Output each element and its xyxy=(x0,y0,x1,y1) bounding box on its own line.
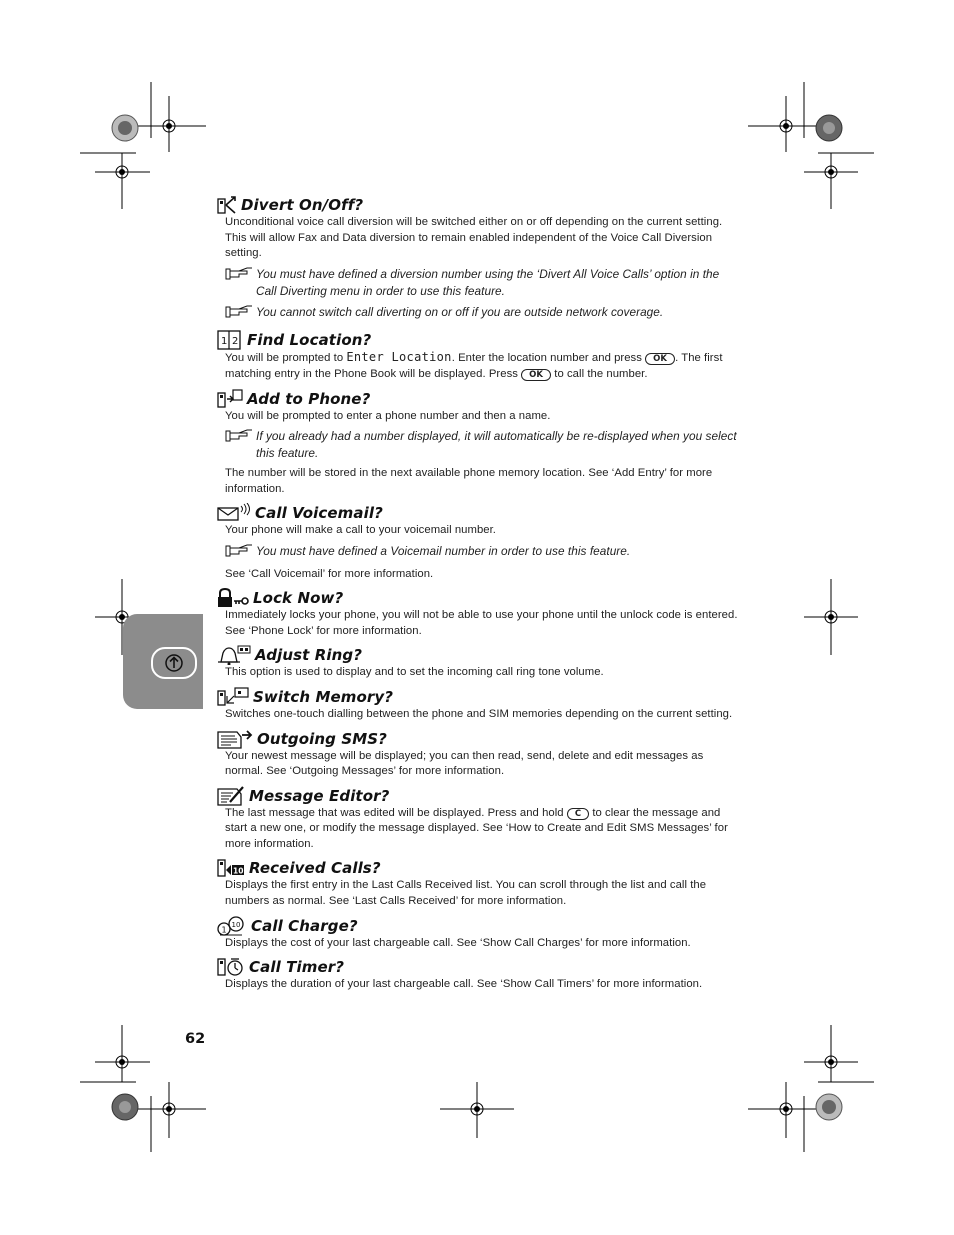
section-switch-memory xyxy=(217,684,739,723)
paragraph: The number will be stored in the next available phone memory location. See ‘Add Entry’ for more information. xyxy=(225,467,713,495)
page-number: 62 xyxy=(185,1031,206,1047)
section-title: Add to Phone? xyxy=(247,389,371,408)
paragraph: You will be prompted to enter a phone number and then a name. xyxy=(225,409,551,422)
svg-text:10: 10 xyxy=(233,866,244,876)
section-title: Call Timer? xyxy=(249,958,345,977)
section-adjust-ring xyxy=(217,642,739,681)
section-title: Find Location? xyxy=(247,331,372,350)
pointing-hand-icon xyxy=(225,304,256,324)
section-title: Outgoing SMS? xyxy=(257,729,387,748)
chapter-tab xyxy=(123,614,203,709)
lock-icon xyxy=(217,588,249,608)
note-text: If you already had a number displayed, it will automatically be re-displayed when you select this feature. xyxy=(256,429,737,461)
pointing-hand-icon xyxy=(225,266,256,300)
bell-icon xyxy=(217,645,251,665)
section-call-voicemail xyxy=(217,500,739,582)
note-text: You must have defined a diversion number using the ‘Divert All Voice Calls’ option in the Call Diverting menu in order to use this feature. xyxy=(256,266,720,298)
call-charge-icon xyxy=(217,916,247,936)
svg-text:2: 2 xyxy=(232,336,239,348)
display-prompt: Enter Location xyxy=(346,350,452,365)
section-title: Received Calls? xyxy=(249,859,381,878)
note-text: You cannot switch call diverting on or off if you are outside network coverage. xyxy=(256,304,664,319)
section-title: Adjust Ring? xyxy=(255,646,363,665)
ok-key-icon: OK xyxy=(645,353,675,365)
message-editor-icon xyxy=(217,786,245,806)
note xyxy=(225,304,739,324)
add-to-phone-icon xyxy=(217,389,243,409)
paragraph: Your newest message will be displayed; you can then read, send, delete and edit messages as normal. See ‘Outgoing Messages’ for more information. xyxy=(225,749,704,778)
outgoing-sms-icon xyxy=(217,729,253,749)
section-outgoing-sms xyxy=(217,726,739,780)
section-title: Call Voicemail? xyxy=(255,504,383,523)
call-timer-icon xyxy=(217,957,245,977)
paragraph: This option is used to display and to set the incoming call ring tone volume. xyxy=(225,666,604,679)
paragraph: See ‘Call Voicemail’ for more information. xyxy=(225,567,434,580)
note-text: You must have defined a Voicemail number in order to use this feature. xyxy=(256,543,631,558)
up-arrow-icon xyxy=(153,649,195,677)
divert-icon xyxy=(217,195,237,215)
note xyxy=(225,543,739,563)
section-title: Lock Now? xyxy=(253,589,344,608)
paragraph: Switches one-touch dialling between the phone and SIM memories depending on the current setting. xyxy=(225,707,733,720)
svg-text:1: 1 xyxy=(221,336,228,348)
section-title: Call Charge? xyxy=(251,916,358,935)
section-find-location xyxy=(217,327,739,382)
svg-text:10: 10 xyxy=(231,920,241,929)
paragraph: Displays the first entry in the Last Calls Received list. You can scroll through the list and call the numbers as normal. See ‘Last Calls Received’ for more information. xyxy=(225,879,707,908)
paragraph: The last message that was edited will be displayed. Press and hold C to clear the message and start a new one, or modify the message displayed. See ‘How to Create and Edit SMS Messages’ for more information. xyxy=(225,806,728,850)
section-call-timer xyxy=(217,954,739,993)
c-key-icon: C xyxy=(567,808,589,820)
voicemail-icon xyxy=(217,503,251,523)
switch-memory-icon xyxy=(217,687,249,707)
note xyxy=(225,428,739,462)
paragraph: Displays the duration of your last chargeable call. See ‘Show Call Timers’ for more information. xyxy=(225,978,703,991)
pointing-hand-icon xyxy=(225,543,256,563)
section-title: Switch Memory? xyxy=(253,687,394,706)
paragraph: Your phone will make a call to your voicemail number. xyxy=(225,524,496,537)
nav-oval xyxy=(151,647,197,679)
section-call-charge xyxy=(217,913,739,952)
paragraph: Unconditional voice call diversion will be switched either on or off depending on the current setting. This will allow Fax and Data diversion to remain enabled independent of the Voice Call Diversion setting. xyxy=(225,216,723,260)
section-lock-now xyxy=(217,585,739,639)
section-title: Message Editor? xyxy=(249,786,390,805)
section-add-to-phone xyxy=(217,386,739,498)
received-calls-icon xyxy=(217,858,245,878)
phonebook-icon xyxy=(217,330,243,350)
svg-text:1: 1 xyxy=(221,925,227,935)
section-title: Divert On/Off? xyxy=(241,196,364,214)
section-message-editor xyxy=(217,783,739,853)
manual-content xyxy=(217,192,739,996)
note xyxy=(225,266,739,300)
ok-key-icon: OK xyxy=(521,369,551,381)
section-received-calls xyxy=(217,855,739,909)
paragraph: Displays the cost of your last chargeable call. See ‘Show Call Charges’ for more information. xyxy=(225,936,691,949)
paragraph: Immediately locks your phone, you will not be able to use your phone until the unlock code is entered. See ‘Phone Lock’ for more information. xyxy=(225,609,738,637)
paragraph: You will be prompted to Enter Location. Enter the location number and press OK . The first matching entry in the Phone Book will be displayed. Press OK to call the number. xyxy=(225,350,723,380)
pointing-hand-icon xyxy=(225,428,256,462)
section-divert xyxy=(217,192,739,323)
